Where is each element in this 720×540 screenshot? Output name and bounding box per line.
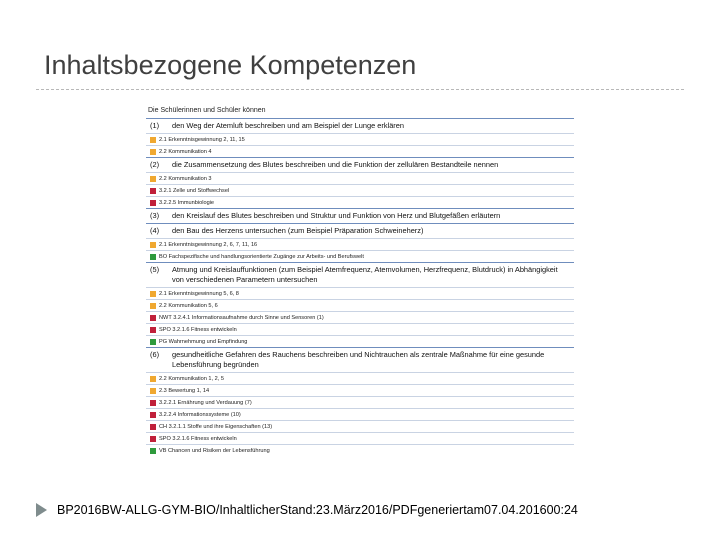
competence-table-image (146, 104, 574, 486)
competence-number: (6) (150, 350, 160, 359)
competence-row (146, 119, 574, 133)
reference-text: 3.2.2.5 Immunbiologie (159, 199, 215, 206)
reference-row (146, 145, 574, 157)
bullet-arrow-icon (36, 503, 47, 517)
reference-text: 2.1 Erkenntnisgewinnung 2, 11, 15 (159, 136, 245, 143)
reference-color-marker-icon (150, 400, 156, 406)
reference-text: SPO 3.2.1.6 Fitness entwickeln (159, 435, 237, 442)
competence-row (146, 263, 574, 287)
reference-row (146, 444, 574, 456)
competence-text: Atmung und Kreislauffunktionen (zum Beispiel Atemfrequenz, Atemvolumen, Herzfrequenz, Blutdruck) in Abhängigkeit von verschiedenen Parametern untersuchen (172, 265, 558, 284)
reference-text: 2.2 Kommunikation 4 (159, 148, 212, 155)
reference-row (146, 311, 574, 323)
competence-number: (2) (150, 160, 160, 169)
competence-item (146, 223, 574, 262)
reference-text: CH 3.2.1.1 Stoffe und ihre Eigenschaften (13) (159, 423, 273, 430)
reference-row (146, 408, 574, 420)
title-divider (36, 89, 684, 90)
competence-row (146, 158, 574, 172)
reference-color-marker-icon (150, 188, 156, 194)
competence-number: (1) (150, 121, 160, 130)
competence-number: (4) (150, 226, 160, 235)
reference-color-marker-icon (150, 412, 156, 418)
reference-row (146, 384, 574, 396)
reference-text: PG Wahrnehmung und Empfindung (159, 338, 248, 345)
competence-text: den Kreislauf des Blutes beschreiben und Struktur und Funktion von Herz und Blutgefäßen erläutern (172, 211, 501, 220)
reference-color-marker-icon (150, 176, 156, 182)
reference-row (146, 287, 574, 299)
competence-number: (5) (150, 265, 160, 274)
reference-color-marker-icon (150, 315, 156, 321)
reference-text: 2.1 Erkenntnisgewinnung 2, 6, 7, 11, 16 (159, 241, 258, 248)
reference-row (146, 420, 574, 432)
slide-title: Inhaltsbezogene Kompetenzen (44, 50, 417, 80)
reference-row (146, 299, 574, 311)
reference-text: 3.2.2.4 Informationssysteme (10) (159, 411, 241, 418)
competence-text: gesundheitliche Gefahren des Rauchens beschreiben und Nichtrauchen als zentrale Maßnahme für eine gesunde Lebensführung begründen (172, 350, 545, 369)
reference-color-marker-icon (150, 424, 156, 430)
reference-color-marker-icon (150, 303, 156, 309)
reference-text: 2.2 Kommunikation 3 (159, 175, 212, 182)
reference-text: BO Fachspezifische und handlungsorientierte Zugänge zur Arbeits- und Berufswelt (159, 253, 364, 260)
reference-color-marker-icon (150, 254, 156, 260)
reference-row (146, 184, 574, 196)
competence-item (146, 208, 574, 223)
reference-row (146, 133, 574, 145)
reference-text: 3.2.2.1 Ernährung und Verdauung (7) (159, 399, 252, 406)
reference-text: 2.2 Kommunikation 1, 2, 5 (159, 375, 224, 382)
reference-text: 2.2 Kommunikation 5, 6 (159, 302, 218, 309)
competence-item (146, 157, 574, 208)
reference-color-marker-icon (150, 376, 156, 382)
competence-row (146, 348, 574, 372)
competence-text: den Weg der Atemluft beschreiben und am Beispiel der Lunge erklären (172, 121, 404, 130)
reference-color-marker-icon (150, 242, 156, 248)
reference-color-marker-icon (150, 448, 156, 454)
reference-row (146, 250, 574, 262)
competence-row (146, 209, 574, 223)
reference-color-marker-icon (150, 149, 156, 155)
competence-item (146, 347, 574, 456)
reference-text: 3.2.1 Zelle und Stoffwechsel (159, 187, 230, 194)
reference-color-marker-icon (150, 137, 156, 143)
competence-text: die Zusammensetzung des Blutes beschreiben und die Funktion der zellulären Bestandteile nennen (172, 160, 499, 169)
reference-row (146, 432, 574, 444)
reference-color-marker-icon (150, 327, 156, 333)
reference-color-marker-icon (150, 200, 156, 206)
reference-text: 2.1 Erkenntnisgewinnung 5, 6, 8 (159, 290, 239, 297)
footer-text: BP2016BW-ALLG-GYM-BIO/InhaltlicherStand:23.März2016/PDFgeneriertam07.04.201600:24 (57, 503, 578, 517)
reference-row (146, 335, 574, 347)
competence-item (146, 118, 574, 157)
competence-list (146, 118, 574, 456)
competence-item (146, 262, 574, 347)
reference-row (146, 323, 574, 335)
reference-text: VB Chancen und Risiken der Lebensführung (159, 447, 270, 454)
competence-row (146, 224, 574, 238)
reference-row (146, 396, 574, 408)
reference-color-marker-icon (150, 388, 156, 394)
reference-color-marker-icon (150, 339, 156, 345)
reference-row (146, 238, 574, 250)
reference-row (146, 172, 574, 184)
reference-row (146, 196, 574, 208)
reference-row (146, 372, 574, 384)
reference-text: 2.3 Bewertung 1, 14 (159, 387, 210, 394)
reference-color-marker-icon (150, 436, 156, 442)
reference-text: NWT 3.2.4.1 Informationsaufnahme durch Sinne und Sensoren (1) (159, 314, 324, 321)
reference-text: SPO 3.2.1.6 Fitness entwickeln (159, 326, 237, 333)
competence-text: den Bau des Herzens untersuchen (zum Beispiel Präparation Schweineherz) (172, 226, 424, 235)
reference-color-marker-icon (150, 291, 156, 297)
slide-footer (36, 503, 578, 517)
table-intro: Die Schülerinnen und Schüler können (148, 107, 266, 114)
competence-number: (3) (150, 211, 160, 220)
